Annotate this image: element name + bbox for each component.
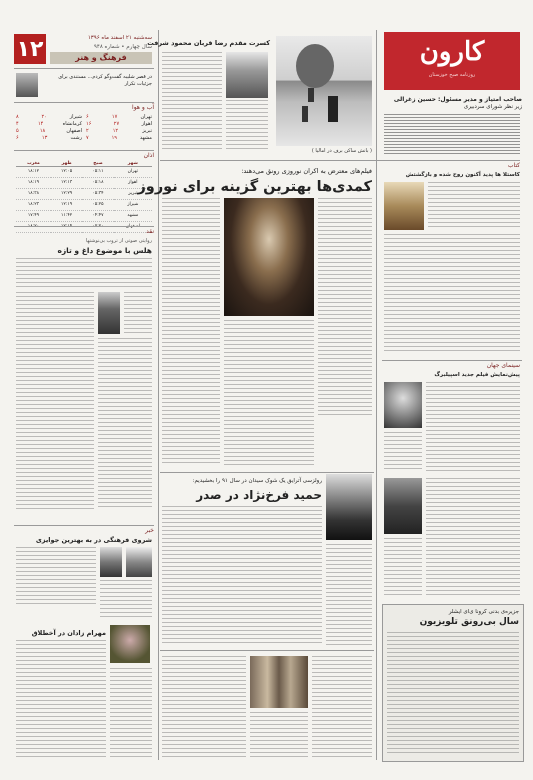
teaser-text: در قصر شلیبه گفت‌وگو کردم... مستندی برای جزئیات تکرار (58, 74, 152, 87)
publisher-line-2: زیر نظر شورای سردبیری (463, 104, 522, 110)
weather-max: ۱۳ (41, 135, 48, 141)
critique-photo (98, 292, 120, 334)
critique-body-text (16, 258, 152, 288)
tv-headline: سال بی‌رونق تلویزیون (419, 617, 519, 627)
prayer-cell: ۱۸:۱۲ (16, 167, 51, 178)
prayer-cell: شیراز (114, 200, 152, 211)
critique-body-text (16, 292, 94, 510)
second-story-kicker: رولزسی آترایق یک شوک سیدان در سال ۹۱ را بخشیدیم: (192, 478, 322, 484)
divider (160, 160, 520, 161)
weather-city: تهران (140, 114, 152, 120)
critique-body-text (98, 338, 152, 510)
weather-row (16, 121, 82, 128)
main-story-body-text (224, 320, 314, 466)
divider (14, 68, 154, 69)
prayer-cell: ۱۲:۲۹ (51, 189, 82, 200)
weather-min: ۲ (86, 128, 89, 134)
book-teaser: کاستلا ها پدید آکنون روح شده و بازگشتش (405, 172, 520, 178)
weather-max: ۲۷ (113, 121, 120, 127)
prayer-header-cell: مغرب (16, 161, 51, 167)
prayer-header-cell: صبح (82, 161, 113, 167)
prayer-row (16, 211, 152, 222)
cinema-body-text (384, 432, 422, 472)
photo-caption: ( بانش‌ ساکن برف در امالیا ) (311, 148, 372, 154)
second-story-headline: حمید فرخ‌نژاد در صدر (196, 488, 322, 502)
weather-max: ۱۴ (37, 121, 44, 127)
prayer-cell: ۰۴:۴۷ (82, 211, 113, 222)
masthead-box (384, 32, 520, 90)
weather-city: کرمانشاه (62, 121, 82, 127)
top-middle-body-text (162, 52, 222, 152)
weather-min: ۴ (16, 121, 19, 127)
main-story-body-text (162, 198, 220, 466)
news-title: خبر (145, 527, 154, 534)
weather-row (16, 114, 82, 121)
cinema-portrait (384, 382, 422, 428)
weather-row (86, 135, 152, 142)
prayer-cell: ۱۸:۲۳ (16, 200, 51, 211)
weather-row (16, 135, 82, 142)
date-line: سه‌شنبه ۲۱ اسفند ماه ۱۳۹۶ (87, 35, 152, 41)
prayer-cell: ۱۲:۱۹ (51, 200, 82, 211)
weather-min: ۷ (86, 135, 89, 141)
top-middle-body-text (226, 100, 268, 152)
top-middle-portrait (226, 52, 268, 98)
divider (14, 226, 154, 227)
weather-city: رشت (70, 135, 82, 141)
weather-max: ۱۸ (39, 128, 46, 134)
prayer-cell: ۰۵:۱۱ (82, 167, 113, 178)
prayer-cell: ۱۲:۰۵ (51, 167, 82, 178)
news-body-text (100, 580, 152, 620)
top-middle-headline: کسرت مقدم رضا قربان محمود شرفت (147, 39, 270, 47)
weather-city: اهواز (141, 121, 152, 127)
weather-city: تبریز (142, 128, 152, 134)
prayer-cell: ۰۵:۲۵ (82, 200, 113, 211)
prayer-cell: ۱۷:۴۹ (16, 211, 51, 222)
prayer-cell: ۱۲:۱۳ (51, 178, 82, 189)
feature-body-text (250, 712, 308, 760)
prayer-cell: ۱۱:۴۲ (51, 211, 82, 222)
prayer-row (16, 167, 152, 178)
section-title: فرهنگ و هنر (75, 53, 127, 62)
cinema-section-title: سینمای جهان (486, 362, 520, 369)
book-cover (384, 182, 424, 230)
feature-body-text (312, 656, 372, 760)
critique-subline: روایتی صوتی از تروب بی‌نوشتها (85, 238, 152, 244)
weather-title: آب و هوا (132, 104, 154, 111)
weather-row (86, 121, 152, 128)
prayer-title: اذان (143, 152, 154, 159)
divider (382, 360, 522, 361)
issue-line: سال چهارم • شماره ۹۴۸ (93, 44, 152, 50)
book-body-text (384, 234, 520, 354)
news-item1-headline: شروی فرهنگی در به بهترین جوایزی (35, 536, 152, 544)
page-number-badge (14, 34, 46, 64)
weather-table (16, 114, 152, 144)
divider (14, 102, 154, 103)
prayer-cell: اهواز (114, 178, 152, 189)
news-photo-3 (110, 625, 150, 663)
divider (14, 525, 154, 526)
feature-photo (250, 656, 308, 708)
masthead-subtitle: روزنامه صبح خوزستان (428, 72, 476, 78)
weather-row (86, 114, 152, 121)
column-divider (158, 30, 159, 760)
prayer-cell: ۱۸:۱۹ (16, 178, 51, 189)
book-body-text (428, 182, 520, 230)
second-story-photo (326, 474, 372, 540)
masthead-title: کارون (419, 37, 485, 67)
divider (160, 650, 374, 651)
prayer-cell: مشهد (114, 211, 152, 222)
news-photo-2 (126, 547, 152, 577)
weather-min: ۶ (16, 135, 19, 141)
divider (160, 472, 374, 473)
weather-max: ۱۹ (111, 135, 117, 141)
page-number: ١٢ (16, 36, 44, 62)
cinema-body-text (384, 538, 422, 598)
second-story-body-text (326, 544, 372, 646)
weather-max: ۲۰ (41, 114, 47, 120)
prayer-cell: ۰۵:۱۸ (82, 178, 113, 189)
prayer-row (16, 200, 152, 211)
publisher-line: صاحب امتیاز و مدیر مسئول: حسین زغرالی (393, 96, 522, 103)
cinema-still (384, 478, 422, 534)
column-divider (376, 30, 377, 760)
divider (14, 150, 154, 151)
weather-max: ۱۷ (111, 114, 118, 120)
news-body-text (16, 547, 96, 607)
weather-min: ۶ (86, 114, 89, 120)
snow-park-photo (276, 36, 372, 146)
cinema-teaser: پیش‌نمایش فیلم جدید اسپیلبرگ (434, 372, 520, 378)
section-banner (50, 52, 152, 64)
prayer-cell: ۰۵:۳۴ (82, 189, 113, 200)
prayer-header-cell: شهر (114, 161, 152, 167)
news-item2-headline: مهرام زادان در آخطلاق (31, 629, 106, 637)
weather-city: مشهد (139, 135, 152, 141)
weather-max: ۱۲ (112, 128, 119, 134)
prayer-cell: تبریز (114, 189, 152, 200)
news-photo-1 (100, 547, 122, 577)
main-story-kicker: فیلم‌های معترض به اکران نوروزی رونق می‌دهند: (241, 167, 372, 175)
prayer-row (16, 178, 152, 189)
prayer-cell: تهران (114, 167, 152, 178)
prayer-header-cell: ظهر (51, 161, 82, 167)
book-section-title: کتاب (507, 162, 520, 169)
critique-body-text (124, 292, 152, 334)
tv-body-text (387, 632, 519, 754)
prayer-row (16, 189, 152, 200)
news-body-text (110, 668, 152, 760)
main-story-body-text (318, 198, 372, 418)
author-portrait (16, 73, 38, 97)
tv-kicker: جزیره‌ی بدنی کرونا ی‌ای ایشلر (448, 609, 519, 615)
masthead-contact-text (384, 114, 520, 154)
weather-row (16, 128, 82, 135)
feature-body-text (162, 656, 246, 760)
second-story-body-text (162, 506, 322, 646)
weather-city: شیراز (69, 114, 82, 120)
prayer-table (16, 161, 152, 233)
main-story-headline: کمدی‌ها بهترین گزینه برای نوروز (137, 179, 372, 195)
news-body-text (16, 640, 106, 760)
weather-min: ۱۶ (86, 121, 92, 127)
prayer-cell: ۱۸:۳۸ (16, 189, 51, 200)
weather-min: ۸ (16, 114, 19, 120)
tv-feature-box (382, 604, 524, 762)
weather-row (86, 128, 152, 135)
cinema-body-text (426, 478, 520, 598)
critique-headline: هلس با موضوع داغ و تازه (57, 246, 152, 255)
cinema-body-text (426, 382, 520, 472)
weather-city: اصفهان (66, 128, 82, 134)
main-story-photo (224, 198, 314, 316)
critique-title: نقد (146, 228, 154, 235)
weather-min: ۵ (16, 128, 19, 134)
